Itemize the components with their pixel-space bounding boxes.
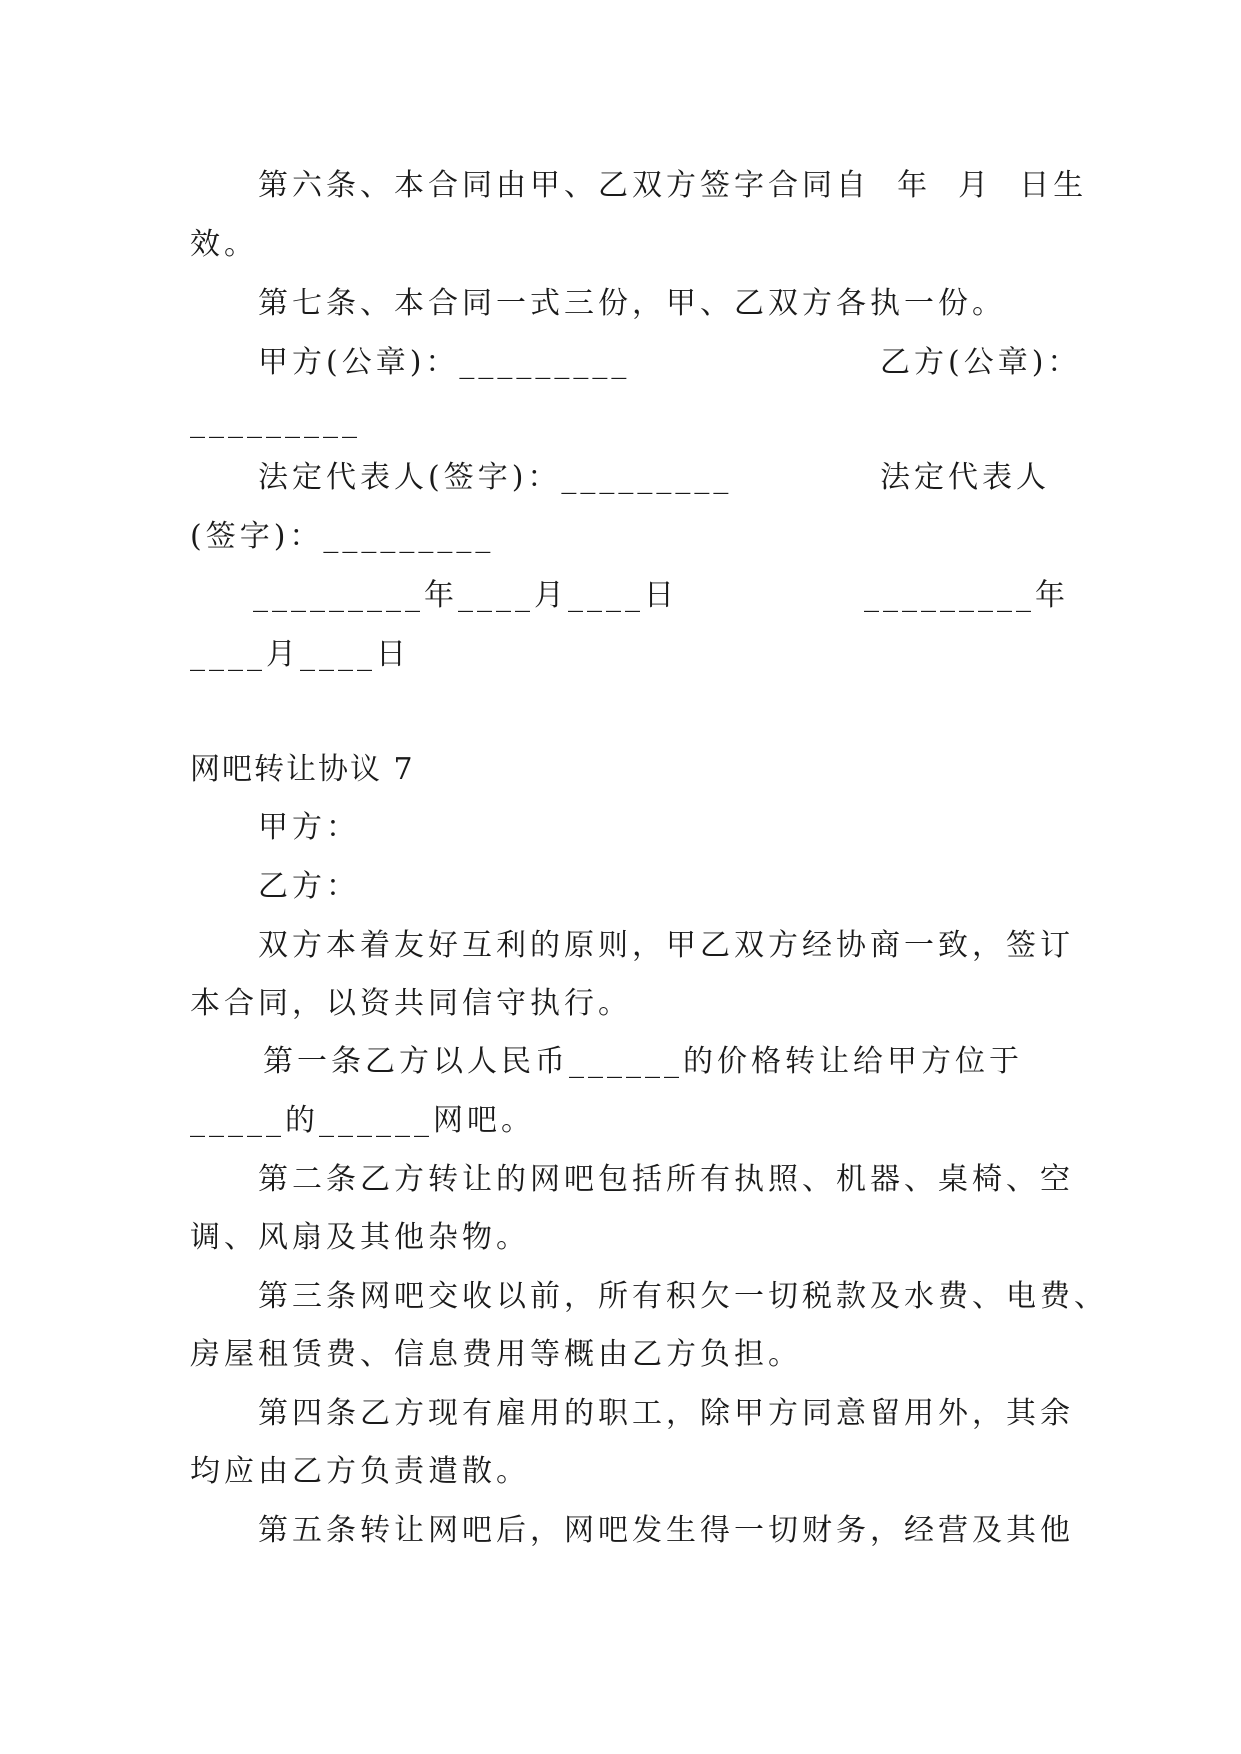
party-b-date-month-day: ____月____日 — [190, 637, 410, 672]
party-b-seal-label: 乙方(公章)： — [880, 345, 1082, 380]
party-b-representative-signature: (签字)：_________ — [190, 519, 495, 554]
party-a-date-field: _________年____月____日 — [253, 578, 678, 613]
party-b-representative-label: 法定代表人 — [880, 460, 1050, 495]
article-7-line: 第七条、本合同一式三份，甲、乙双方各执一份。 — [258, 286, 1006, 321]
party-b-date-year: _________年 — [864, 578, 1069, 613]
preamble-line-1: 双方本着友好互利的原则，甲乙双方经协商一致，签订 — [258, 928, 1074, 963]
article-5-line-1: 第五条转让网吧后，网吧发生得一切财务，经营及其他 — [258, 1513, 1074, 1548]
article-1-line-2: _____的______网吧。 — [190, 1103, 535, 1138]
article-1-line-1: 第一条乙方以人民币______的价格转让给甲方位于 — [263, 1044, 1023, 1079]
party-b-label: 乙方： — [258, 869, 360, 904]
party-a-seal-field: 甲方(公章)：_________ — [258, 345, 631, 380]
party-a-label: 甲方： — [258, 810, 360, 845]
article-2-line-1: 第二条乙方转让的网吧包括所有执照、机器、桌椅、空 — [258, 1162, 1074, 1197]
article-6-line-1: 第六条、本合同由甲、乙双方签字合同自 年 月 日生 — [258, 168, 1088, 203]
party-a-representative-field: 法定代表人(签字)：_________ — [258, 460, 733, 495]
article-3-line-2: 房屋租赁费、信息费用等概由乙方负担。 — [190, 1337, 802, 1372]
article-4-line-1: 第四条乙方现有雇用的职工，除甲方同意留用外，其余 — [258, 1396, 1074, 1431]
article-4-line-2: 均应由乙方负责遣散。 — [190, 1454, 530, 1489]
article-3-line-1: 第三条网吧交收以前，所有积欠一切税款及水费、电费、 — [258, 1279, 1108, 1314]
preamble-line-2: 本合同，以资共同信守执行。 — [190, 986, 632, 1021]
section-title: 网吧转让协议 7 — [190, 752, 415, 787]
article-2-line-2: 调、风扇及其他杂物。 — [190, 1220, 530, 1255]
party-b-seal-blank: _________ — [190, 404, 361, 439]
article-6-line-2: 效。 — [190, 227, 258, 262]
